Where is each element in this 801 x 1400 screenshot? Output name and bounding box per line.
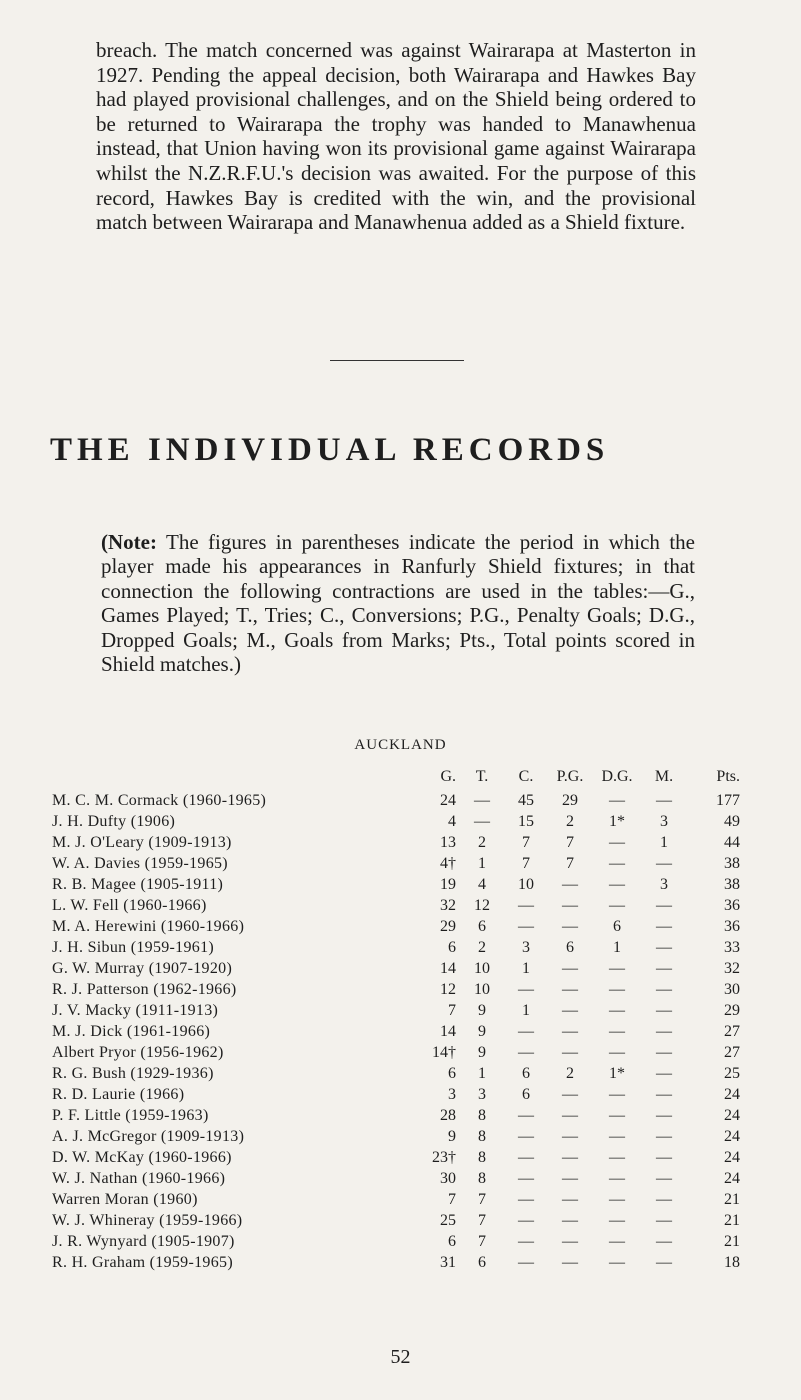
table-row [52, 1000, 740, 1021]
cell-penalty-goals: — [562, 1128, 578, 1145]
cell-marks: — [656, 792, 672, 809]
cell-player-name: W. J. Nathan (1960-1966) [52, 1170, 226, 1187]
cell-player-name: P. F. Little (1959-1963) [52, 1107, 209, 1124]
cell-points: 44 [724, 834, 740, 851]
cell-tries: — [474, 813, 490, 830]
cell-games: 24 [440, 792, 456, 809]
intro-paragraph: breach. The match concerned was against Wairarapa at Masterton in 1927. Pending the appeal decision, both Wairarapa and Hawkes Bay had played provisional challenges, and on the Shield being ordered to be returned to Wairarapa the trophy was handed to Manawhenua instead, that Union having won its provisional game against Wairarapa whilst the N.Z.R.F.U.'s decision was awaited. For the purpose of this record, Hawkes Bay is credited with the win, and the provisional match between Wairarapa and Manawhenua added as a Shield fixture. [96, 38, 696, 235]
cell-dropped-goals: 6 [613, 918, 621, 935]
cell-penalty-goals: — [562, 981, 578, 998]
cell-penalty-goals: — [562, 876, 578, 893]
cell-points: 49 [724, 813, 740, 830]
cell-penalty-goals: — [562, 1002, 578, 1019]
cell-tries: 8 [478, 1128, 486, 1145]
cell-points: 24 [724, 1107, 740, 1124]
table-row [52, 1021, 740, 1042]
table-row [52, 895, 740, 916]
cell-player-name: M. A. Herewini (1960-1966) [52, 918, 245, 935]
cell-marks: — [656, 1233, 672, 1250]
cell-player-name: W. J. Whineray (1959-1966) [52, 1212, 243, 1229]
cell-points: 25 [724, 1065, 740, 1082]
cell-player-name: R. G. Bush (1929-1936) [52, 1065, 214, 1082]
cell-tries: 2 [478, 939, 486, 956]
cell-penalty-goals: 7 [566, 834, 574, 851]
cell-dropped-goals: — [609, 1212, 625, 1229]
records-table [52, 752, 740, 1273]
cell-points: 24 [724, 1086, 740, 1103]
cell-penalty-goals: — [562, 1044, 578, 1061]
cell-penalty-goals: — [562, 1023, 578, 1040]
cell-penalty-goals: — [562, 960, 578, 977]
cell-player-name: M. J. O'Leary (1909-1913) [52, 834, 232, 851]
cell-dropped-goals: — [609, 1254, 625, 1271]
cell-penalty-goals: — [562, 1149, 578, 1166]
cell-dropped-goals: 1 [613, 939, 621, 956]
cell-marks: 1 [660, 834, 668, 851]
cell-games: 29 [440, 918, 456, 935]
cell-player-name: R. D. Laurie (1966) [52, 1086, 185, 1103]
cell-dropped-goals: — [609, 1233, 625, 1250]
cell-player-name: J. V. Macky (1911-1913) [52, 1002, 219, 1019]
cell-dropped-goals: — [609, 1128, 625, 1145]
table-header-row [52, 752, 740, 790]
cell-tries: 12 [474, 897, 490, 914]
cell-dropped-goals: — [609, 1086, 625, 1103]
cell-tries: 4 [478, 876, 486, 893]
cell-tries: 9 [478, 1002, 486, 1019]
cell-tries: 7 [478, 1233, 486, 1250]
cell-marks: — [656, 1044, 672, 1061]
cell-player-name: R. J. Patterson (1962-1966) [52, 981, 237, 998]
cell-games: 28 [440, 1107, 456, 1124]
cell-games: 9 [448, 1128, 456, 1145]
cell-tries: 6 [478, 918, 486, 935]
col-header-points: Pts. [716, 768, 740, 785]
cell-penalty-goals: 2 [566, 813, 574, 830]
cell-conversions: — [518, 1191, 534, 1208]
cell-player-name: L. W. Fell (1960-1966) [52, 897, 207, 914]
table-row [52, 1126, 740, 1147]
table-row [52, 811, 740, 832]
col-header-name [52, 752, 412, 790]
cell-dropped-goals: — [609, 1002, 625, 1019]
cell-conversions: 7 [522, 834, 530, 851]
cell-conversions: — [518, 1254, 534, 1271]
cell-points: 21 [724, 1233, 740, 1250]
note-label: (Note: [101, 530, 157, 554]
cell-player-name: M. C. M. Cormack (1960-1965) [52, 792, 267, 809]
note-paragraph [101, 530, 695, 676]
cell-marks: — [656, 1086, 672, 1103]
cell-conversions: — [518, 1128, 534, 1145]
table-row [52, 1189, 740, 1210]
cell-penalty-goals: 6 [566, 939, 574, 956]
cell-games: 14 [440, 1023, 456, 1040]
table-row [52, 1105, 740, 1126]
cell-games: 7 [448, 1191, 456, 1208]
cell-conversions: — [518, 1023, 534, 1040]
cell-tries: 8 [478, 1149, 486, 1166]
cell-dropped-goals: — [609, 960, 625, 977]
cell-penalty-goals: — [562, 1212, 578, 1229]
cell-penalty-goals: — [562, 1191, 578, 1208]
col-header-penalty-goals: P.G. [556, 768, 584, 785]
cell-conversions: — [518, 1212, 534, 1229]
cell-marks: — [656, 1002, 672, 1019]
cell-tries: 2 [478, 834, 486, 851]
cell-points: 36 [724, 897, 740, 914]
cell-tries: 10 [474, 981, 490, 998]
cell-penalty-goals: — [562, 897, 578, 914]
cell-points: 36 [724, 918, 740, 935]
cell-marks: — [656, 1170, 672, 1187]
cell-dropped-goals: — [609, 897, 625, 914]
cell-conversions: — [518, 1170, 534, 1187]
cell-tries: 6 [478, 1254, 486, 1271]
cell-points: 38 [724, 855, 740, 872]
table-row [52, 1231, 740, 1252]
cell-player-name: D. W. McKay (1960-1966) [52, 1149, 232, 1166]
table-row [52, 1042, 740, 1063]
table-row [52, 874, 740, 895]
col-header-marks: M. [654, 768, 674, 785]
cell-player-name: M. J. Dick (1961-1966) [52, 1023, 211, 1040]
cell-points: 24 [724, 1128, 740, 1145]
cell-player-name: Albert Pryor (1956-1962) [52, 1044, 224, 1061]
cell-tries: 3 [478, 1086, 486, 1103]
cell-marks: — [656, 1107, 672, 1124]
table-row [52, 1084, 740, 1105]
cell-conversions: 1 [522, 960, 530, 977]
page-heading: THE INDIVIDUAL RECORDS [50, 432, 610, 468]
cell-dropped-goals: 1* [609, 813, 625, 830]
cell-games: 25 [440, 1212, 456, 1229]
cell-player-name: A. J. McGregor (1909-1913) [52, 1128, 245, 1145]
cell-dropped-goals: — [609, 834, 625, 851]
cell-points: 30 [724, 981, 740, 998]
cell-tries: 9 [478, 1044, 486, 1061]
table-row [52, 916, 740, 937]
cell-marks: — [656, 939, 672, 956]
page-number: 52 [390, 1346, 411, 1368]
cell-games: 19 [440, 876, 456, 893]
cell-penalty-goals: — [562, 1107, 578, 1124]
cell-player-name: J. H. Dufty (1906) [52, 813, 176, 830]
cell-penalty-goals: 7 [566, 855, 574, 872]
cell-games: 32 [440, 897, 456, 914]
cell-conversions: 45 [518, 792, 534, 809]
cell-dropped-goals: — [609, 1107, 625, 1124]
cell-games: 13 [440, 834, 456, 851]
cell-dropped-goals: — [609, 1044, 625, 1061]
cell-tries: 7 [478, 1212, 486, 1229]
table-row [52, 979, 740, 1000]
cell-tries: 1 [478, 855, 486, 872]
cell-games: 6 [448, 1065, 456, 1082]
cell-points: 38 [724, 876, 740, 893]
cell-player-name: W. A. Davies (1959-1965) [52, 855, 228, 872]
cell-player-name: J. R. Wynyard (1905-1907) [52, 1233, 235, 1250]
cell-points: 27 [724, 1023, 740, 1040]
cell-tries: 8 [478, 1170, 486, 1187]
cell-points: 33 [724, 939, 740, 956]
cell-games: 6 [448, 1233, 456, 1250]
cell-penalty-goals: 29 [562, 792, 578, 809]
table-row [52, 1063, 740, 1084]
col-header-games: G. [440, 768, 456, 785]
cell-player-name: G. W. Murray (1907-1920) [52, 960, 233, 977]
cell-conversions: — [518, 981, 534, 998]
col-header-tries: T. [475, 768, 489, 785]
cell-points: 24 [724, 1170, 740, 1187]
table-row [52, 958, 740, 979]
cell-conversions: 6 [522, 1086, 530, 1103]
cell-marks: — [656, 897, 672, 914]
cell-conversions: 7 [522, 855, 530, 872]
cell-player-name: Warren Moran (1960) [52, 1191, 198, 1208]
cell-conversions: — [518, 897, 534, 914]
cell-marks: — [656, 1212, 672, 1229]
cell-penalty-goals: 2 [566, 1065, 574, 1082]
cell-tries: 8 [478, 1107, 486, 1124]
cell-games: 7 [448, 1002, 456, 1019]
cell-tries: 9 [478, 1023, 486, 1040]
cell-dropped-goals: — [609, 1023, 625, 1040]
cell-games: 12 [440, 981, 456, 998]
cell-marks: 3 [660, 813, 668, 830]
table-row [52, 1252, 740, 1273]
cell-games: 23† [432, 1149, 456, 1166]
cell-penalty-goals: — [562, 1254, 578, 1271]
cell-tries: — [474, 792, 490, 809]
cell-marks: 3 [660, 876, 668, 893]
col-header-dropped-goals: D.G. [601, 768, 633, 785]
cell-points: 29 [724, 1002, 740, 1019]
cell-marks: — [656, 1149, 672, 1166]
cell-conversions: 3 [522, 939, 530, 956]
table-row [52, 1168, 740, 1189]
cell-marks: — [656, 918, 672, 935]
cell-conversions: — [518, 1149, 534, 1166]
cell-games: 4† [440, 855, 456, 872]
cell-marks: — [656, 1128, 672, 1145]
cell-conversions: — [518, 1233, 534, 1250]
cell-conversions: 10 [518, 876, 534, 893]
cell-points: 32 [724, 960, 740, 977]
cell-dropped-goals: — [609, 1149, 625, 1166]
cell-marks: — [656, 1023, 672, 1040]
cell-marks: — [656, 1191, 672, 1208]
cell-dropped-goals: — [609, 981, 625, 998]
cell-penalty-goals: — [562, 1233, 578, 1250]
cell-penalty-goals: — [562, 1086, 578, 1103]
table-row [52, 937, 740, 958]
cell-games: 6 [448, 939, 456, 956]
table-row [52, 1210, 740, 1231]
cell-games: 4 [448, 813, 456, 830]
cell-points: 21 [724, 1191, 740, 1208]
cell-dropped-goals: — [609, 1191, 625, 1208]
cell-points: 177 [716, 792, 740, 809]
cell-marks: — [656, 1065, 672, 1082]
cell-player-name: J. H. Sibun (1959-1961) [52, 939, 215, 956]
cell-games: 14† [432, 1044, 456, 1061]
table-row [52, 853, 740, 874]
section-title: AUCKLAND [354, 737, 447, 753]
cell-penalty-goals: — [562, 1170, 578, 1187]
cell-penalty-goals: — [562, 918, 578, 935]
cell-points: 24 [724, 1149, 740, 1166]
cell-points: 18 [724, 1254, 740, 1271]
cell-conversions: — [518, 918, 534, 935]
cell-conversions: 1 [522, 1002, 530, 1019]
cell-games: 31 [440, 1254, 456, 1271]
cell-marks: — [656, 960, 672, 977]
cell-games: 3 [448, 1086, 456, 1103]
cell-tries: 1 [478, 1065, 486, 1082]
table-row [52, 832, 740, 853]
cell-conversions: — [518, 1044, 534, 1061]
note-text: The figures in parentheses indicate the period in which the player made his appearances in Ranfurly Shield fixtures; in that connection the following contractions are used in the tables:—G., Games Played; T., Tries; C., Conversions; P.G., Penalty Goals; D.G., Dropped Goals; M., Goals from Marks; Pts., Total points scored in Shield matches.) [101, 530, 695, 677]
cell-tries: 10 [474, 960, 490, 977]
cell-dropped-goals: — [609, 792, 625, 809]
cell-dropped-goals: — [609, 1170, 625, 1187]
cell-games: 14 [440, 960, 456, 977]
cell-marks: — [656, 981, 672, 998]
cell-points: 21 [724, 1212, 740, 1229]
cell-conversions: — [518, 1107, 534, 1124]
cell-dropped-goals: 1* [609, 1065, 625, 1082]
table-row [52, 1147, 740, 1168]
cell-dropped-goals: — [609, 876, 625, 893]
cell-conversions: 6 [522, 1065, 530, 1082]
cell-conversions: 15 [518, 813, 534, 830]
cell-marks: — [656, 1254, 672, 1271]
col-header-conversions: C. [518, 768, 534, 785]
cell-points: 27 [724, 1044, 740, 1061]
cell-player-name: R. B. Magee (1905-1911) [52, 876, 224, 893]
table-row [52, 790, 740, 811]
cell-marks: — [656, 855, 672, 872]
cell-dropped-goals: — [609, 855, 625, 872]
section-divider [330, 360, 464, 361]
cell-tries: 7 [478, 1191, 486, 1208]
cell-player-name: R. H. Graham (1959-1965) [52, 1254, 233, 1271]
cell-games: 30 [440, 1170, 456, 1187]
